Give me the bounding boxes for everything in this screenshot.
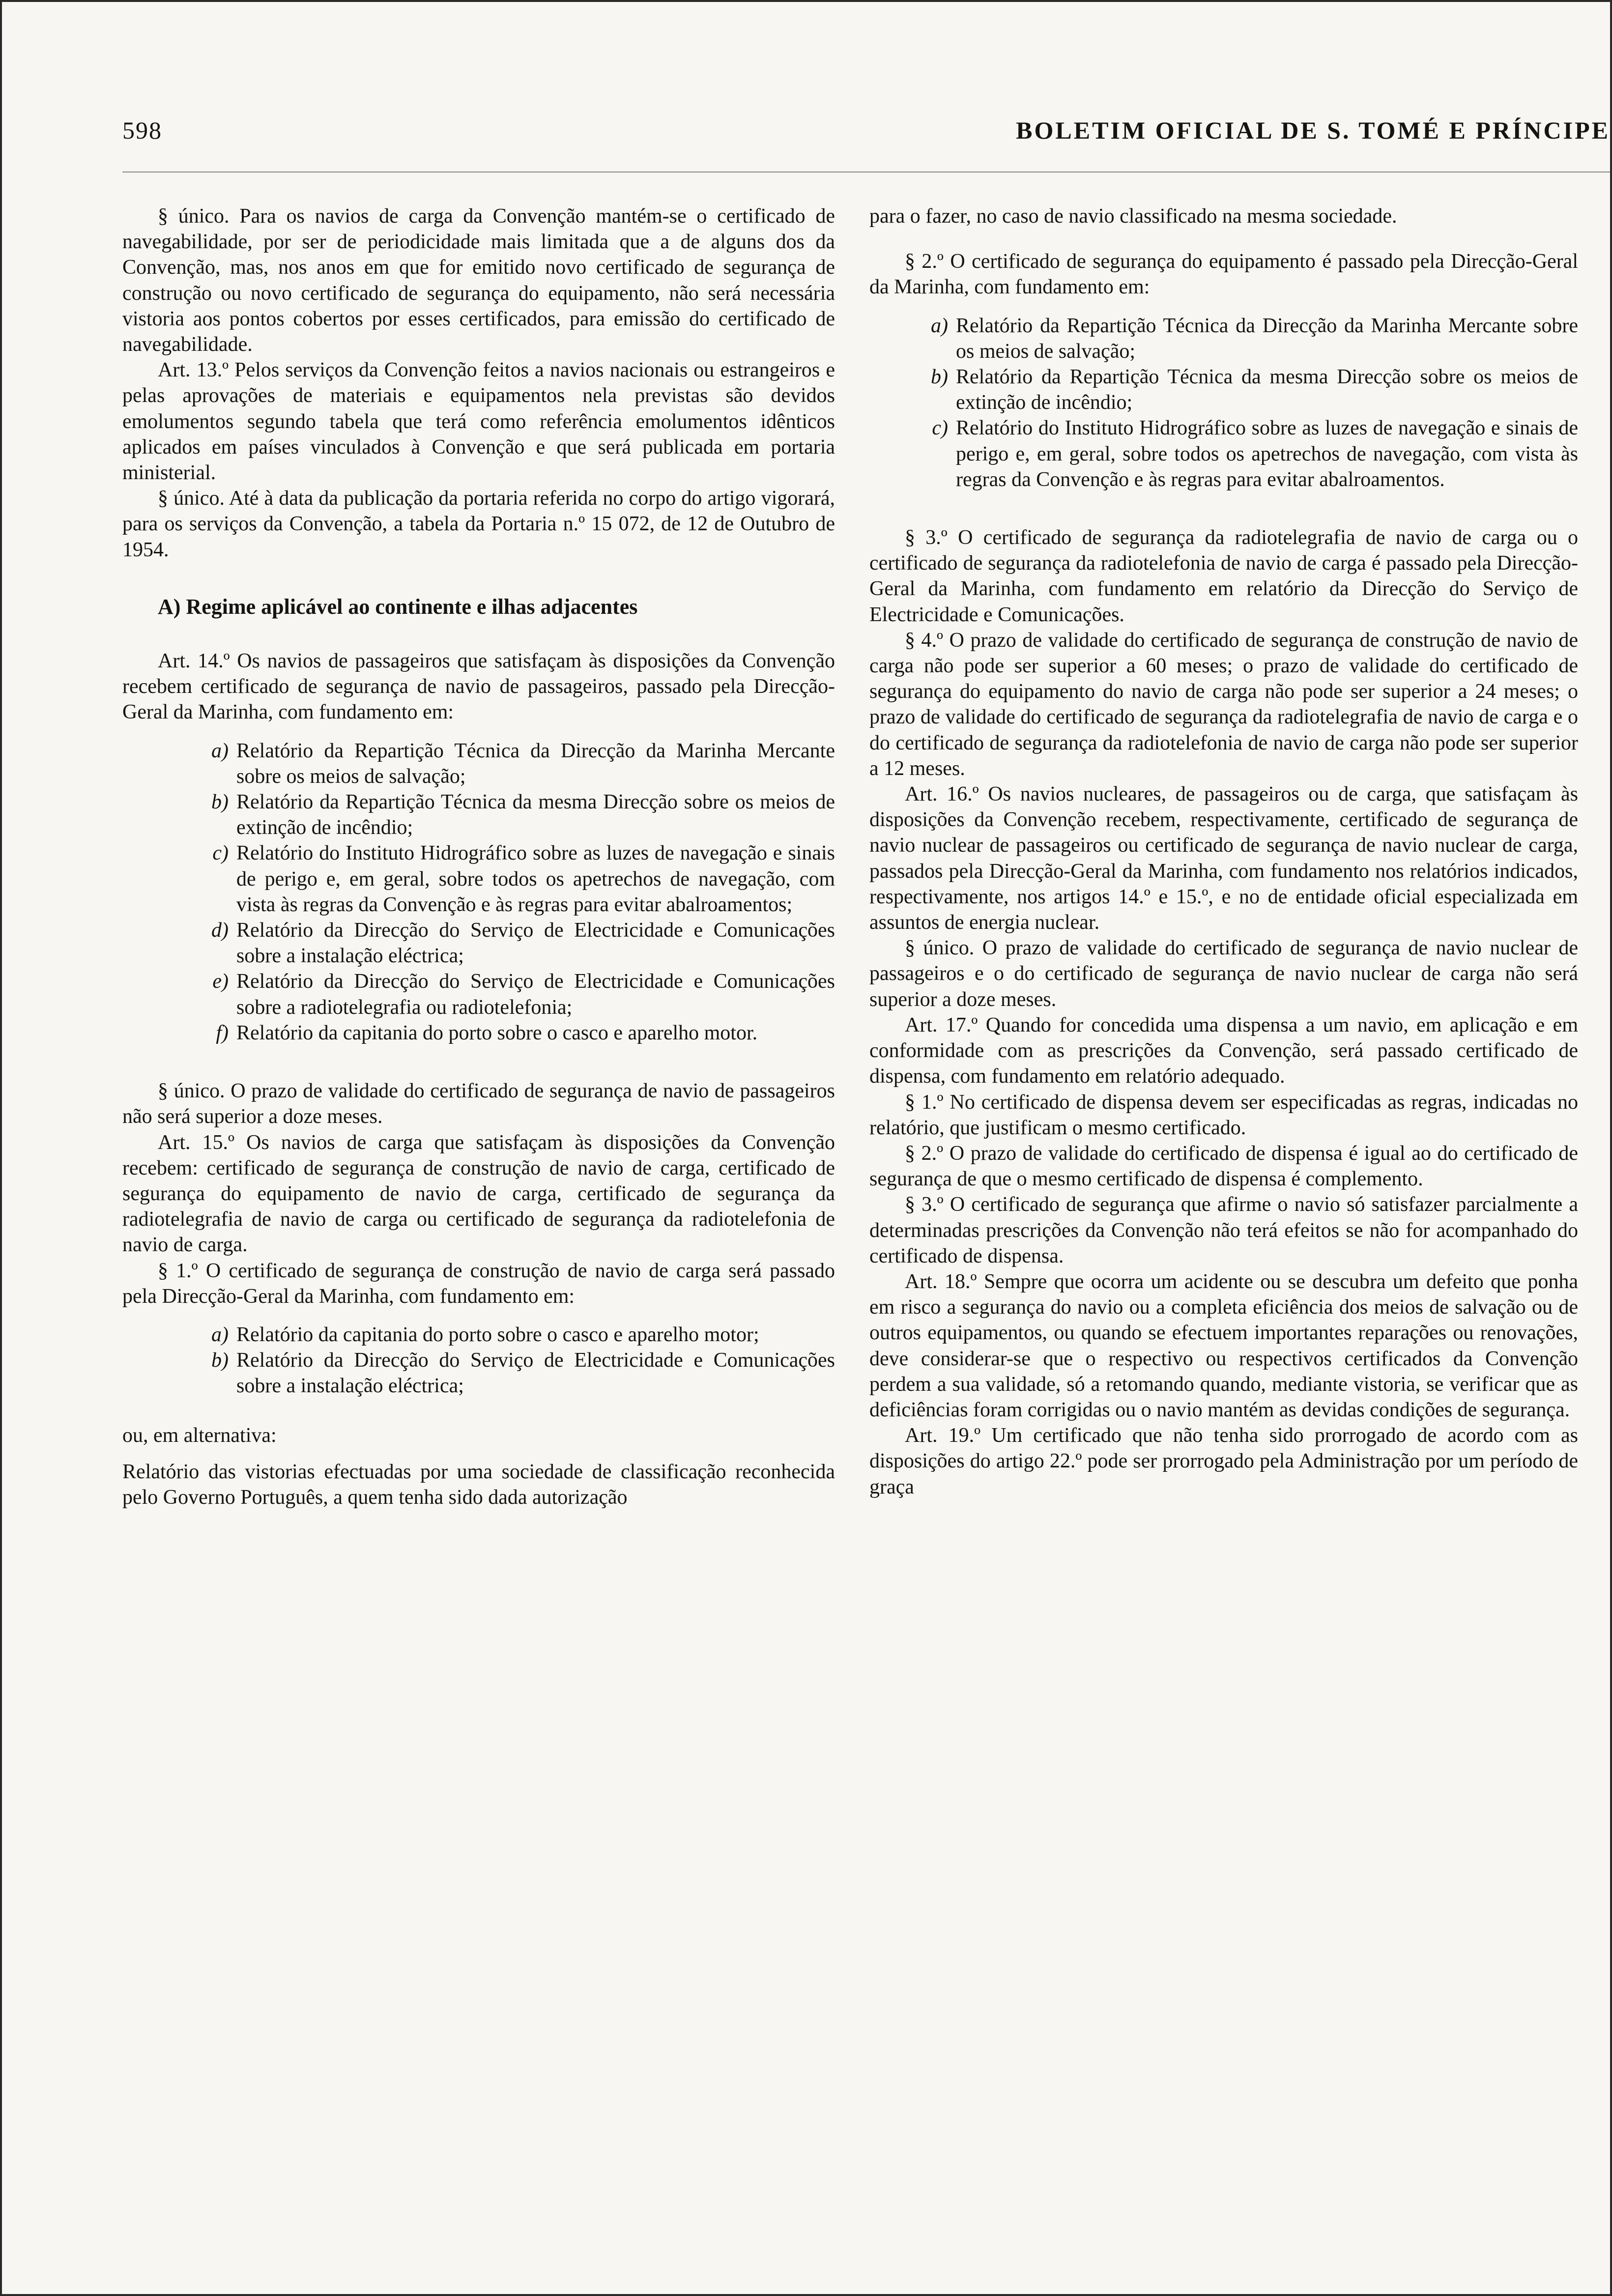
left-column bbox=[122, 203, 835, 1510]
art14-list bbox=[122, 738, 835, 1046]
paragraph-alternative: ou, em alternativa: bbox=[122, 1424, 277, 1447]
list-item: b) Relatório da Direcção do Serviço de Electricidade e Comunicações sobre a instalação eléctrica; bbox=[211, 1349, 835, 1398]
paragraph-art19: Art. 19.º Um certificado que não tenha sido prorrogado de acordo com as disposições do artigo 22.º pode ser prorrogado pela Administração por um período de graça bbox=[869, 1424, 1578, 1498]
list-item: c) Relatório do Instituto Hidrográfico sobre as luzes de navegação e sinais de perigo e, em geral, sobre todos os apetrechos de navegação, com vista às regras da Convenção e às regras para evitar abalroamentos; bbox=[212, 842, 835, 916]
paragraph-art13: Art. 13.º Pelos serviços da Convenção feitos a navios nacionais ou estrangeiros e pelas aprovações de materiais e equipamentos nela previstas são devidos emolumentos segundo tabela que terá como referência emolumentos idênticos aplicados em países vinculados à Convenção e que será publicada em portaria ministerial. bbox=[122, 359, 835, 485]
paragraph-alternative-text: Relatório das vistorias efectuadas por uma sociedade de classificação reconhecida pelo Governo Português, a quem tenha sido dada autorização bbox=[122, 1460, 835, 1509]
section-heading: A) Regime aplicável ao continente e ilhas adjacentes bbox=[158, 594, 638, 619]
paragraph-single-sect-art14: § único. O prazo de validade do certificado de segurança de navio de passageiros não será superior a doze meses. bbox=[122, 1080, 835, 1128]
paragraph-art16: Art. 16.º Os navios nucleares, de passageiros ou de carga, que satisfaçam às disposições da Convenção recebem, respectivamente, certificado de segurança de navio nuclear de passageiros ou certificado de segurança de navio nuclear de carga, passados pela Direcção-Geral da Marinha, com fundamento nos relatórios indicados, respectivamente, nos artigos 14.º e 15.º, e no de entidade oficial especializada em assuntos de energia nuclear. bbox=[869, 783, 1578, 934]
art15-list bbox=[122, 1322, 835, 1399]
list-item: a) Relatório da Repartição Técnica da Direcção da Marinha Mercante sobre os meios de salvação; bbox=[931, 314, 1578, 363]
list-item: c) Relatório do Instituto Hidrográfico sobre as luzes de navegação e sinais de perigo e, em geral, sobre todos os apetrechos de navegação, com vista às regras da Convenção e às regras para evitar abalroamentos. bbox=[932, 417, 1578, 491]
paragraph-art14: Art. 14.º Os navios de passageiros que satisfaçam às disposições da Convenção recebem certificado de segurança de navio de passageiros, passado pela Direcção-Geral da Marinha, com fundamento em: bbox=[122, 650, 835, 724]
paragraph-continuation: para o fazer, no caso de navio classificado na mesma sociedade. bbox=[869, 205, 1397, 228]
running-title: BOLETIM OFICIAL DE S. TOMÉ E PRÍNCIPE bbox=[1016, 116, 1610, 144]
paragraph-art15: Art. 15.º Os navios de carga que satisfaçam às disposições da Convenção recebem: certificado de segurança de construção de navio de carga, certificado de segurança do equipamento de navio de carga, certificado de segurança da radiotelegrafia de navio de carga ou certificado de segurança da radiotelefonia de navio de carga. bbox=[122, 1131, 835, 1257]
list-item: a) Relatório da capitania do porto sobre o casco e aparelho motor; bbox=[211, 1323, 759, 1346]
sect2-list bbox=[869, 313, 1578, 492]
list-item: d) Relatório da Direcção do Serviço de Electricidade e Comunicações sobre a instalação eléctrica; bbox=[211, 919, 835, 968]
right-column bbox=[869, 203, 1578, 1500]
paragraph-sect1-art17: § 1.º No certificado de dispensa devem ser especificadas as regras, indicadas no relatório, que justificam o mesmo certificado. bbox=[869, 1091, 1578, 1139]
paragraph-single-sect-art16: § único. O prazo de validade do certificado de segurança de navio nuclear de passageiros e o do certificado de segurança de navio nuclear de carga não será superior a doze meses. bbox=[869, 937, 1578, 1011]
page-header bbox=[122, 116, 1610, 160]
paragraph-sect3-art17: § 3.º O certificado de segurança que afirme o navio só satisfazer parcialmente a determinadas prescrições da Convenção não terá efeitos se não for acompanhado do certificado de dispensa. bbox=[869, 1193, 1578, 1267]
paragraph-single-sect-art12: § único. Para os navios de carga da Convenção mantém-se o certificado de navegabilidade, por ser de periodicidade mais limitada que a de alguns dos da Convenção, mas, nos anos em que for emitido novo certificado de segurança de construção ou novo certificado de segurança do equipamento, não será necessária vistoria aos pontos cobertos por esses certificados, para emissão do certificado de navegabilidade. bbox=[122, 205, 835, 356]
page-number: 598 bbox=[122, 116, 162, 144]
list-item: e) Relatório da Direcção do Serviço de Electricidade e Comunicações sobre a radiotelegrafia ou radiotelefonia; bbox=[212, 970, 835, 1019]
list-item: a) Relatório da Repartição Técnica da Direcção da Marinha Mercante sobre os meios de salvação; bbox=[211, 739, 835, 788]
paragraph-sect2-art17: § 2.º O prazo de validade do certificado de dispensa é igual ao do certificado de segurança de que o mesmo certificado de dispensa é complemento. bbox=[869, 1142, 1578, 1191]
list-item: f) Relatório da capitania do porto sobre o casco e aparelho motor. bbox=[216, 1021, 758, 1044]
paragraph-sect1-art15: § 1.º O certificado de segurança de construção de navio de carga será passado pela Direcção-Geral da Marinha, com fundamento em: bbox=[122, 1259, 835, 1308]
paragraph-sect3-art15: § 3.º O certificado de segurança da radiotelegrafia de navio de carga ou o certificado de segurança da radiotelefonia de navio de carga é passado pela Direcção-Geral da Marinha, com fundamento em relatório da Direcção do Serviço de Electricidade e Comunicações. bbox=[869, 526, 1578, 626]
list-item: b) Relatório da Repartição Técnica da mesma Direcção sobre os meios de extinção de incêndio; bbox=[931, 366, 1578, 414]
list-item: b) Relatório da Repartição Técnica da mesma Direcção sobre os meios de extinção de incêndio; bbox=[211, 791, 835, 839]
paragraph-single-sect-art13: § único. Até à data da publicação da portaria referida no corpo do artigo vigorará, para os serviços da Convenção, a tabela da Portaria n.º 15 072, de 12 de Outubro de 1954. bbox=[122, 487, 835, 561]
paragraph-sect2-art15: § 2.º O certificado de segurança do equipamento é passado pela Direcção-Geral da Marinha, com fundamento em: bbox=[869, 250, 1578, 299]
paragraph-art18: Art. 18.º Sempre que ocorra um acidente ou se descubra um defeito que ponha em risco a segurança do navio ou a completa eficiência dos meios de salvação ou de outros equipamentos, ou quando se efectuem importantes reparações ou renovações, deve considerar-se que o respectivo ou respectivos certificados da Convenção perdem a sua validade, só a retomando quando, mediante vistoria, se verificar que as deficiências foram corrigidas ou o navio mantém as devidas condições de segurança. bbox=[869, 1270, 1578, 1421]
paragraph-sect4-art15: § 4.º O prazo de validade do certificado de segurança de construção de navio de carga não pode ser superior a 60 meses; o prazo de validade do certificado de segurança do equipamento do navio de carga não pode ser superior a 24 meses; o prazo de validade do certificado de segurança da radiotelegrafia de navio de carga e o do certificado de segurança da radiotelefonia de navio de carga não pode ser superior a 12 meses. bbox=[869, 629, 1578, 780]
paragraph-art17: Art. 17.º Quando for concedida uma dispensa a um navio, em aplicação e em conformidade com as prescrições da Convenção, será passado certificado de dispensa, com fundamento em relatório adequado. bbox=[869, 1013, 1578, 1088]
